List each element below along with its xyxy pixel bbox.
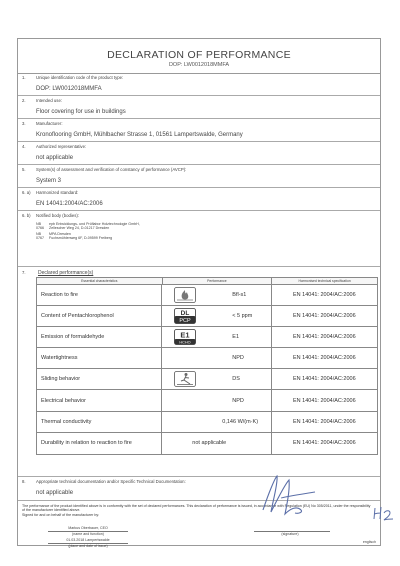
section-value: System 3 xyxy=(36,178,62,184)
section-number: 2. xyxy=(22,98,26,103)
specification-cell: EN 14041: 2004/AC:2006 xyxy=(292,418,356,425)
specification-cell: EN 14041: 2004/AC:2006 xyxy=(292,355,356,362)
place-date: 01.03.2018 Lampertswalde xyxy=(66,538,110,542)
characteristic-cell: Electrical behavior xyxy=(37,390,162,410)
characteristic-cell: Sliding behavior xyxy=(37,369,162,389)
section-value: not applicable xyxy=(36,490,74,496)
handwritten-signature xyxy=(255,470,335,520)
notified-body-line: Zellescher Weg 24, D-01217 Dresden xyxy=(49,226,110,231)
characteristic-cell: Reaction to fire xyxy=(37,285,162,305)
document-title: DECLARATION OF PERFORMANCE xyxy=(107,49,291,61)
section-1 xyxy=(18,73,380,96)
section-label: Authorized representative: xyxy=(36,144,87,149)
section-number: 6. b) xyxy=(22,213,31,218)
performance-cell xyxy=(162,390,271,410)
section-number: 5. xyxy=(22,167,26,172)
characteristic-cell: Emission of formaldehyde xyxy=(37,327,162,347)
table-row xyxy=(37,369,377,390)
slip-icon xyxy=(174,371,196,387)
characteristic-cell: Watertightness xyxy=(37,348,162,368)
section-label: Notified body (bodies): xyxy=(36,213,79,218)
icon-label: DL xyxy=(180,309,190,317)
characteristic-cell: Thermal conductivity xyxy=(37,412,162,432)
section-number: 4. xyxy=(22,144,26,149)
table-row xyxy=(37,433,377,454)
notified-body-line: epb Entwicklungs- und Prüflabor Holztechnologie GmbH, xyxy=(49,222,140,226)
signed-for-label: Signed for and on behalf of the manufacturer by: xyxy=(22,513,100,517)
section-5 xyxy=(18,165,380,188)
performance-value: Bfl-s1 xyxy=(232,292,247,299)
signer-block xyxy=(38,526,138,530)
section-number: 7. xyxy=(22,270,26,275)
table-row xyxy=(37,390,377,411)
performance-value: NPD xyxy=(232,355,244,362)
specification-cell: EN 14041: 2004/AC:2006 xyxy=(292,376,356,383)
table-row xyxy=(37,306,377,327)
signer-name: Markus Oberbauer, CEO xyxy=(68,526,108,530)
column-header: Harmonised technical specification xyxy=(298,279,351,283)
margin-note-mark xyxy=(372,504,396,524)
notified-body-id: NB 0767 xyxy=(36,232,44,241)
section-number: 3. xyxy=(22,121,26,126)
characteristic-cell: Content of Pentachlorophenol xyxy=(37,306,162,326)
dop-number: DOP: LW0012018MMFA xyxy=(168,62,230,68)
section-2 xyxy=(18,96,380,119)
section-value: EN 14041:2004/AC:2006 xyxy=(36,201,103,207)
performance-cell xyxy=(162,306,271,326)
icon-label: HCHO xyxy=(179,340,191,345)
section-number: 1. xyxy=(22,75,26,80)
notified-body-id: NB 0766 xyxy=(36,222,44,231)
table-row xyxy=(37,327,377,348)
section-label: Unique identification code of the product type: xyxy=(36,75,124,80)
performance-value: 0,146 W/(m·K) xyxy=(222,418,259,425)
performance-cell xyxy=(162,285,271,305)
specification-cell: EN 14041: 2004/AC:2006 xyxy=(292,292,356,299)
section-value: DOP: LW0012018MMFA xyxy=(36,86,102,92)
specification-cell: EN 14041: 2004/AC:2006 xyxy=(292,313,356,320)
performance-cell xyxy=(162,348,271,368)
section-4 xyxy=(18,142,380,165)
performance-value: NPD xyxy=(232,397,244,404)
specification-cell: EN 14041: 2004/AC:2006 xyxy=(292,397,356,404)
performance-value: E1 xyxy=(232,334,240,341)
column-header: Essential characteristics xyxy=(37,278,163,284)
column-header: Performance xyxy=(163,278,273,284)
fire-icon xyxy=(174,287,196,303)
table-row xyxy=(37,412,377,433)
section-label: Harmonized standard: xyxy=(36,190,79,195)
section-6a xyxy=(18,188,380,211)
specification-cell: EN 14041: 2004/AC:2006 xyxy=(292,440,356,447)
notified-body xyxy=(36,222,140,230)
section-value: Kronoflooring GmbH, Mühlbacher Strasse 1, 01561 Lampertswalde, Germany xyxy=(36,132,243,138)
table-row xyxy=(37,348,377,369)
signer-caption: (name and function) xyxy=(72,532,104,536)
section-label: Manufacturer: xyxy=(36,121,63,126)
table-row xyxy=(37,285,377,306)
performance-value: not applicable xyxy=(192,440,227,447)
specification-cell: EN 14041: 2004/AC:2006 xyxy=(292,334,356,341)
icon-label: PCP xyxy=(179,318,191,325)
performance-value: < 5 ppm xyxy=(232,313,253,320)
section-number: 6. a) xyxy=(22,190,31,195)
section-label: System(s) of assessment and verification of constancy of performance (AVCP): xyxy=(36,167,187,172)
document-header xyxy=(18,39,380,74)
table-title: Declared performance(s) xyxy=(38,270,94,276)
section-3 xyxy=(18,119,380,142)
characteristic-cell: Durability in relation to reaction to fire xyxy=(37,433,162,454)
place-date-caption: (place and date of issue) xyxy=(68,543,108,548)
performance-value: DS xyxy=(232,376,240,383)
table-header xyxy=(37,278,377,285)
e1-icon xyxy=(174,329,196,345)
section-value: not applicable xyxy=(36,155,74,161)
notified-body-line: Fuchsmühlenweg 6F, D-09599 Freiberg xyxy=(49,236,113,241)
section-value: Floor covering for use in buildings xyxy=(36,109,126,115)
performance-cell xyxy=(162,412,271,432)
performance-cell xyxy=(162,327,271,347)
language-label: englisch xyxy=(362,540,376,544)
conformity-statement: The performance of the product identified above is in conformity with the set of declared performances. This declaration of performance is issued, in accordance with Regulation (EU) No 305/2011, under the responsibility of the manufacturer identified above. xyxy=(22,504,371,513)
section-label: Appropriate technical documentation and/or Specific Technical Documentation: xyxy=(36,479,186,484)
notified-body xyxy=(36,232,112,240)
performance-cell xyxy=(162,433,271,454)
section-6b xyxy=(18,211,380,267)
section-number: 8. xyxy=(22,479,26,484)
icon-label: E1 xyxy=(180,330,190,340)
section-label: Intended use: xyxy=(36,98,63,103)
performance-cell xyxy=(162,369,271,389)
signature-caption: (signature) xyxy=(281,532,299,536)
dl-pcp-icon xyxy=(174,308,196,324)
notified-body-line: MPA Dresden xyxy=(49,232,71,236)
